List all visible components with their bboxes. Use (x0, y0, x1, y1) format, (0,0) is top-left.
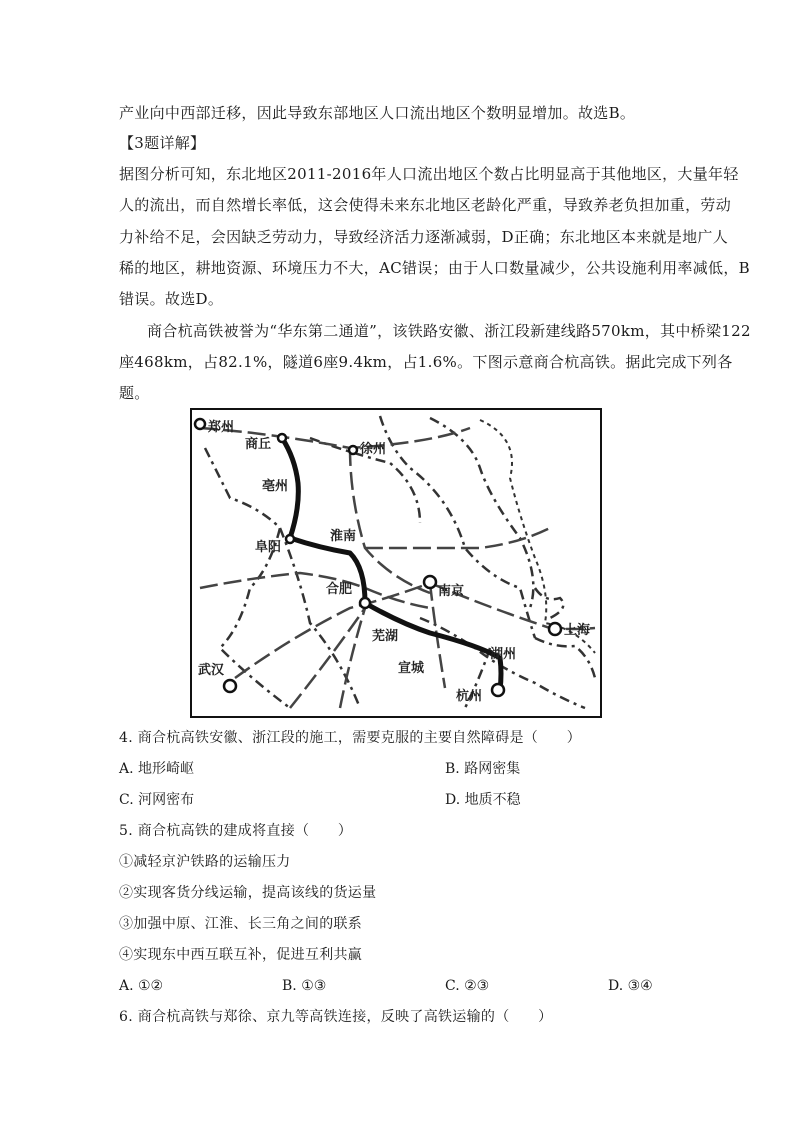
station-shangqiu (278, 434, 286, 442)
question-5-option-b: B. ①③ (282, 978, 327, 994)
station-zhengzhou (195, 419, 205, 429)
question-4-option-a: A. 地形崎岖 (119, 761, 195, 777)
text-line: 产业向中西部迁移，因此导致东部地区人口流出地区个数明显增加。故选B。 (119, 104, 636, 122)
label-wuhu: 芜湖 (372, 629, 399, 644)
label-nanjing: 南京 (438, 584, 465, 599)
text-line: 错误。故选D。 (119, 290, 224, 308)
label-hangzhou: 杭州 (456, 689, 483, 704)
label-shanghai: 上海 (564, 623, 591, 638)
label-fuyang: 阜阳 (255, 540, 282, 555)
text-line: 题。 (119, 384, 150, 402)
text-line: 据图分析可知，东北地区2011-2016年人口流出地区个数占比明显高于其他地区，大量年轻 (119, 165, 739, 183)
question-4-option-c: C. 河网密布 (119, 792, 195, 808)
question-5-statement: ①减轻京沪铁路的运输压力 (119, 854, 291, 870)
station-nanjing (424, 576, 436, 588)
label-hefei: 合肥 (326, 582, 353, 597)
question-5-option-d: D. ③④ (608, 978, 653, 994)
question-5-stem: 5. 商合杭高铁的建成将直接（ ） (119, 823, 353, 839)
text-line: 稀的地区，耕地资源、环境压力不大，AC错误；由于人口数量减少，公共设施利用率减低，B (119, 259, 750, 277)
label-bozhou: 亳州 (262, 479, 289, 494)
map-frame (191, 409, 601, 717)
station-hefei (360, 598, 370, 608)
station-fuyang (286, 535, 294, 543)
question-4-stem: 4. 商合杭高铁安徽、浙江段的施工，需要克服的主要自然障碍是（ ） (119, 730, 582, 746)
question-4-option-d: D. 地质不稳 (445, 792, 521, 808)
text-line: 座468km，占82.1%，隧道6座9.4km，占1.6%。下图示意商合杭高铁。据此完成下列各 (119, 353, 733, 371)
station-xuzhou (349, 446, 357, 454)
section-heading: 【3题详解】 (119, 134, 206, 152)
label-huainan: 淮南 (330, 529, 357, 544)
question-5-option-a: A. ①② (119, 978, 164, 994)
question-5-statement: ④实现东中西互联互补，促进互利共赢 (119, 947, 363, 963)
label-xuzhou: 徐州 (360, 442, 387, 457)
question-5-option-c: C. ②③ (445, 978, 490, 994)
question-4-option-b: B. 路网密集 (445, 761, 521, 777)
text-line: 力补给不足，会因缺乏劳动力，导致经济活力逐渐减弱，D正确；东北地区本来就是地广人 (119, 228, 729, 246)
station-hangzhou (492, 684, 504, 696)
label-shangqiu: 商丘 (245, 437, 272, 452)
railway-map (190, 408, 602, 718)
question-5-statement: ③加强中原、江淮、长三角之间的联系 (119, 916, 363, 932)
question-6-stem: 6. 商合杭高铁与郑徐、京九等高铁连接，反映了高铁运输的（ ） (119, 1009, 553, 1025)
station-shanghai (549, 623, 561, 635)
label-zhengzhou: 郑州 (208, 420, 235, 435)
label-xuancheng: 宣城 (398, 661, 425, 676)
text-line: 人的流出，而自然增长率低，这会使得未来东北地区老龄化严重，导致养老负担加重，劳动 (119, 196, 732, 214)
question-5-statement: ②实现客货分线运输，提高该线的货运量 (119, 885, 377, 901)
text-line: 商合杭高铁被誉为“华东第二通道”，该铁路安徽、浙江段新建线路570km，其中桥梁122 (147, 322, 751, 340)
station-wuhan (224, 680, 236, 692)
label-wuhan: 武汉 (198, 663, 225, 678)
label-huzhou: 湖州 (490, 647, 517, 662)
